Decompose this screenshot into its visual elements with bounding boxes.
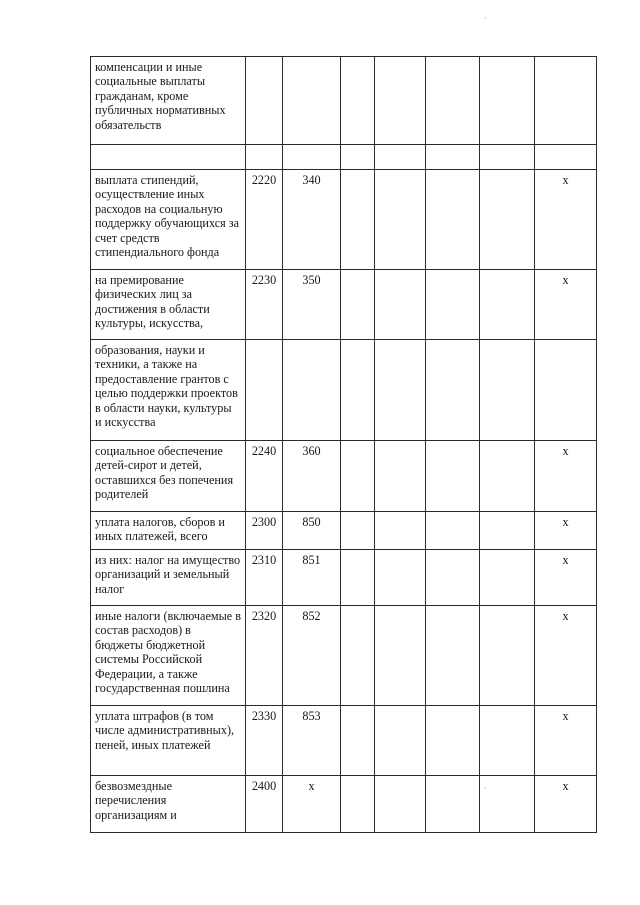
table-cell-c7 [480, 706, 535, 776]
table-cell-name: компенсации и иные социальные выплаты гражданам, кроме публичных нормативных обязательств [91, 57, 246, 145]
table-row [91, 441, 597, 512]
table-cell-row_code [246, 57, 283, 145]
expenditure-table [90, 56, 597, 833]
table-cell-c6 [426, 340, 480, 441]
table-cell-name: из них: налог на имущество организаций и земельный налог [91, 550, 246, 606]
table-cell-name [91, 145, 246, 170]
table-cell-c7 [480, 512, 535, 550]
table-cell-c5 [375, 776, 426, 833]
table-cell-kbk_code [283, 340, 341, 441]
table-cell-kbk_code: 360 [283, 441, 341, 512]
table-cell-row_code: 2320 [246, 606, 283, 706]
table-cell-c4 [341, 441, 375, 512]
table-cell-row_code: 2240 [246, 441, 283, 512]
table-body [91, 57, 597, 833]
table-cell-c7 [480, 606, 535, 706]
table-cell-name: образования, науки и техники, а также на предоставление грантов с целью поддержки проектов в области науки, культуры и искусства [91, 340, 246, 441]
table-cell-c7 [480, 441, 535, 512]
table-cell-kbk_code [283, 145, 341, 170]
table-cell-kbk_code: 851 [283, 550, 341, 606]
table-cell-c7 [480, 270, 535, 340]
table-cell-kbk_code: 340 [283, 170, 341, 270]
table-cell-kbk_code [283, 57, 341, 145]
table-row [91, 512, 597, 550]
table-cell-row_code: 2220 [246, 170, 283, 270]
table-cell-kbk_code: 853 [283, 706, 341, 776]
table-row [91, 340, 597, 441]
table-cell-kbk_code: 350 [283, 270, 341, 340]
table-cell-c4 [341, 706, 375, 776]
table-cell-c6 [426, 606, 480, 706]
table-cell-c5 [375, 706, 426, 776]
table-cell-c5 [375, 170, 426, 270]
table-cell-kbk_code: x [283, 776, 341, 833]
table-cell-c8: x [535, 776, 597, 833]
table-row [91, 145, 597, 170]
table-cell-kbk_code: 852 [283, 606, 341, 706]
scan-speck: · [484, 784, 487, 793]
table-cell-c6 [426, 706, 480, 776]
table-cell-c4 [341, 550, 375, 606]
table-cell-row_code [246, 340, 283, 441]
table-cell-row_code: 2230 [246, 270, 283, 340]
table-cell-c5 [375, 145, 426, 170]
table-cell-name: уплата штрафов (в том числе административных), пеней, иных платежей [91, 706, 246, 776]
table-cell-c6 [426, 270, 480, 340]
table-cell-c8: x [535, 550, 597, 606]
table-cell-c8: x [535, 270, 597, 340]
table-cell-c5 [375, 441, 426, 512]
table-cell-c6 [426, 776, 480, 833]
table-cell-c6 [426, 145, 480, 170]
table-row [91, 170, 597, 270]
table-cell-row_code: 2300 [246, 512, 283, 550]
table-cell-c5 [375, 270, 426, 340]
table-cell-c7 [480, 550, 535, 606]
table-cell-c4 [341, 512, 375, 550]
table-cell-c8: x [535, 606, 597, 706]
table-row [91, 706, 597, 776]
table-cell-c8 [535, 57, 597, 145]
table-cell-c8: x [535, 441, 597, 512]
table-cell-row_code: 2330 [246, 706, 283, 776]
table-cell-row_code: 2310 [246, 550, 283, 606]
table-cell-c5 [375, 340, 426, 441]
table-cell-c7 [480, 340, 535, 441]
table-cell-name: на премирование физических лиц за достижения в области культуры, искусства, [91, 270, 246, 340]
table-cell-name: безвозмездные перечисления организациям и [91, 776, 246, 833]
table-cell-c4 [341, 270, 375, 340]
table-cell-c4 [341, 776, 375, 833]
table-cell-c4 [341, 606, 375, 706]
table-cell-name: иные налоги (включаемые в состав расходов) в бюджеты бюджетной системы Российской Федерации, а также государственная пошлина [91, 606, 246, 706]
table-row [91, 550, 597, 606]
scan-speck: · [484, 14, 487, 23]
table-cell-c5 [375, 606, 426, 706]
table-cell-c6 [426, 170, 480, 270]
table-cell-c6 [426, 441, 480, 512]
table-cell-c4 [341, 145, 375, 170]
table-cell-name: уплата налогов, сборов и иных платежей, всего [91, 512, 246, 550]
table-row [91, 57, 597, 145]
table-cell-name: выплата стипендий, осуществление иных расходов на социальную поддержку обучающихся за счет средств стипендиального фонда [91, 170, 246, 270]
table-cell-c7 [480, 145, 535, 170]
table-cell-c8: x [535, 170, 597, 270]
table-cell-c6 [426, 57, 480, 145]
table-cell-c8 [535, 340, 597, 441]
table-cell-c5 [375, 550, 426, 606]
table-cell-c8 [535, 145, 597, 170]
table-cell-c6 [426, 550, 480, 606]
table-row [91, 776, 597, 833]
table-cell-c4 [341, 340, 375, 441]
table-cell-c8: x [535, 512, 597, 550]
table-cell-c7 [480, 170, 535, 270]
table-cell-row_code: 2400 [246, 776, 283, 833]
table-cell-row_code [246, 145, 283, 170]
table-cell-name: социальное обеспечение детей-сирот и детей, оставшихся без попечения родителей [91, 441, 246, 512]
table-cell-kbk_code: 850 [283, 512, 341, 550]
table-cell-c4 [341, 170, 375, 270]
table-cell-c5 [375, 512, 426, 550]
table-cell-c4 [341, 57, 375, 145]
table-cell-c6 [426, 512, 480, 550]
table-cell-c8: x [535, 706, 597, 776]
table-cell-c7 [480, 776, 535, 833]
table-cell-c7 [480, 57, 535, 145]
table-row [91, 270, 597, 340]
table-row [91, 606, 597, 706]
table-cell-c5 [375, 57, 426, 145]
